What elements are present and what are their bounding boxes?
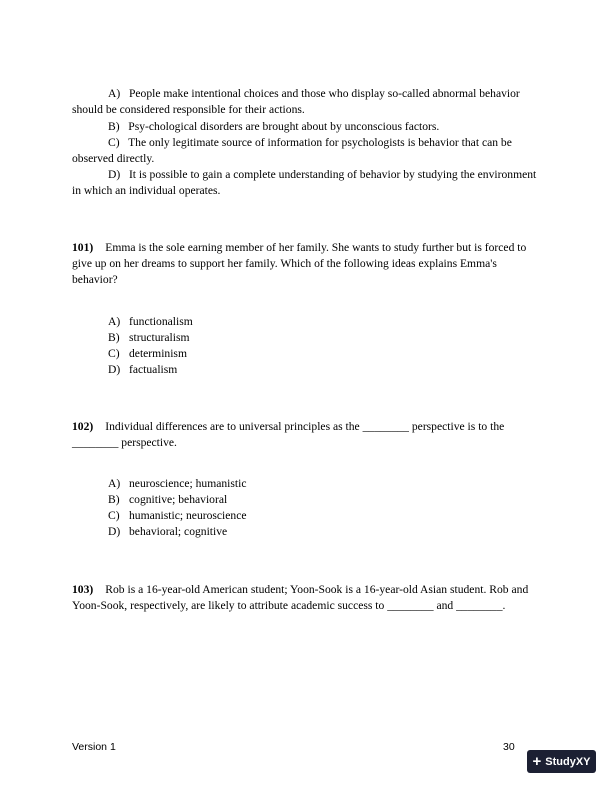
question-101-option-c [108, 346, 187, 362]
option-letter: B) [108, 493, 120, 506]
plus-icon: + [532, 753, 542, 770]
prev-option-a [72, 86, 542, 118]
question-text: Emma is the sole earning member of her family. She wants to study further but is forced to give up on her dreams to support her family. Which of the following ideas explains Emma's behavior? [72, 241, 527, 287]
badge-text: StudyXY [545, 755, 591, 768]
option-letter: B) [108, 331, 120, 344]
question-101-option-d [108, 362, 177, 378]
option-text: behavioral; cognitive [129, 525, 228, 538]
option-letter: C) [108, 347, 120, 360]
option-letter: A) [108, 315, 121, 328]
question-103 [72, 582, 542, 614]
question-101 [72, 240, 542, 289]
prev-option-d [72, 167, 542, 199]
question-number: 101) [72, 241, 94, 254]
option-text: functionalism [129, 315, 193, 328]
option-text: Psy-chological disorders are brought about by unconscious factors. [128, 120, 440, 133]
option-letter: D) [108, 363, 121, 376]
question-number: 103) [72, 583, 94, 596]
footer-version: Version 1 [72, 741, 116, 753]
option-text: cognitive; behavioral [129, 493, 228, 506]
option-letter: D) [108, 168, 121, 181]
option-text: It is possible to gain a complete understanding of behavior by studying the environment in which an individual operates. [72, 168, 537, 198]
option-letter: C) [108, 509, 120, 522]
question-101-option-a [108, 314, 193, 330]
prev-option-b [72, 119, 542, 135]
option-letter: C) [108, 136, 120, 149]
studyxy-logo-badge [527, 750, 596, 773]
option-text: neuroscience; humanistic [129, 477, 247, 490]
question-102-option-c [108, 508, 247, 524]
option-letter: A) [108, 477, 121, 490]
option-text: factualism [129, 363, 178, 376]
question-102-option-d [108, 524, 227, 540]
question-101-option-b [108, 330, 190, 346]
question-102-option-b [108, 492, 227, 508]
option-text: determinism [129, 347, 187, 360]
option-letter: A) [108, 87, 121, 100]
option-letter: B) [108, 120, 120, 133]
option-text: The only legitimate source of information for psychologists is behavior that can be observed directly. [72, 136, 512, 166]
question-102-option-a [108, 476, 247, 492]
option-text: structuralism [129, 331, 190, 344]
prev-option-c [72, 135, 542, 167]
question-102 [72, 419, 542, 451]
page-number: 30 [503, 741, 515, 753]
option-text: humanistic; neuroscience [129, 509, 247, 522]
question-number: 102) [72, 420, 94, 433]
option-letter: D) [108, 525, 121, 538]
question-text: Rob is a 16-year-old American student; Yoon-Sook is a 16-year-old Asian student. Rob and Yoon-Sook, respectively, are likely to attribute academic success to ________ and ________. [72, 583, 529, 613]
option-text: People make intentional choices and those who display so-called abnormal behavior should be considered responsible for their actions. [72, 87, 520, 117]
question-text: Individual differences are to universal principles as the ________ perspective is to the ________ perspective. [72, 420, 505, 450]
